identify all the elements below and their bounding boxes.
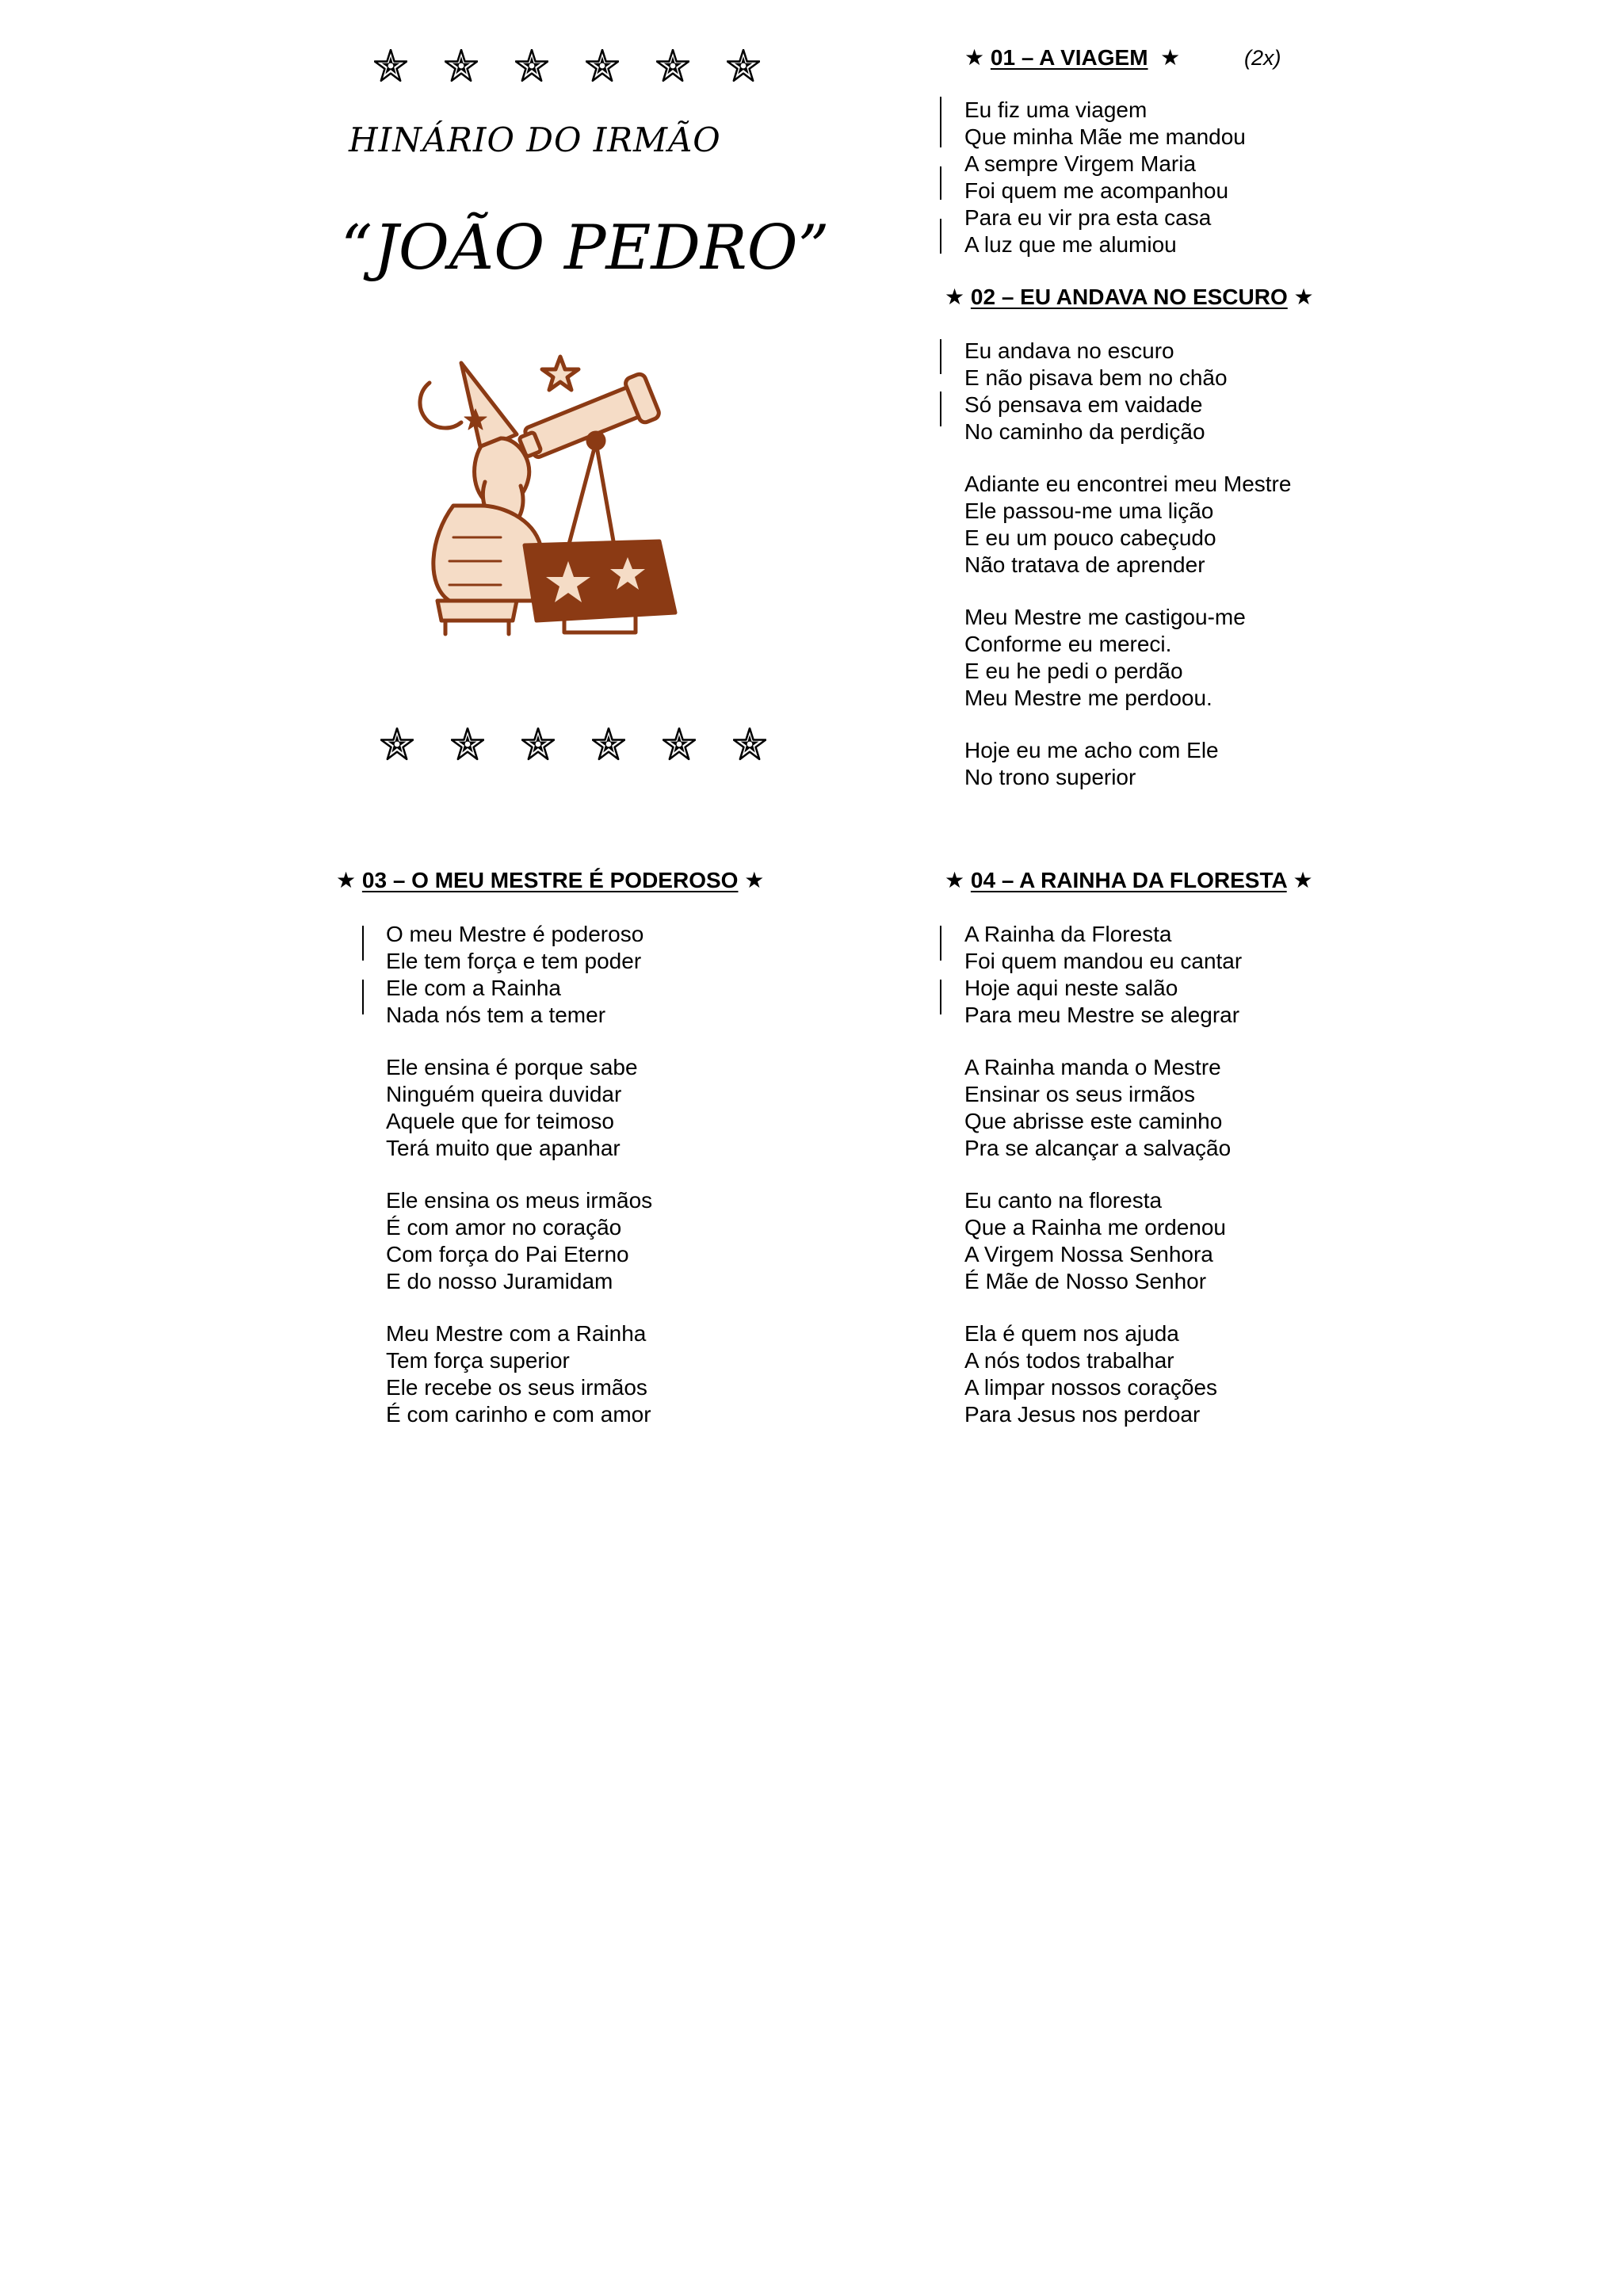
lyric-line: Não tratava de aprender [964,552,1205,577]
star-icon [656,49,689,82]
repeat-bar [940,392,941,426]
lyric-line: Nada nós tem a temer [386,1003,606,1027]
stanza [386,1320,652,1428]
stanza [964,604,1291,712]
hymn-04 [945,867,1313,893]
hymn-01-lyrics [964,97,1246,258]
lyric-line: Ele ensina os meus irmãos [386,1188,653,1213]
star-icon: ★ [964,45,985,70]
repeat-bar [362,980,364,1014]
star-icon: ★ [1160,45,1181,70]
repeat-bar [940,219,941,254]
lyric-line: Foi quem me acompanhou [964,178,1229,203]
lyric-line: No caminho da perdição [964,419,1205,444]
stanza [964,338,1291,445]
lyric-line: Para Jesus nos perdoar [964,1402,1201,1427]
lyric-line: Para eu vir pra esta casa [964,205,1212,230]
lyric-line: Ele ensina é porque sabe [386,1055,638,1079]
stanza [964,97,1246,258]
star-icon: ★ [1293,285,1314,309]
lyric-line: A Rainha da Floresta [964,922,1172,946]
lyric-line: A Rainha manda o Mestre [964,1055,1221,1079]
repeat-bar [940,926,941,961]
lyric-line: E do nosso Juramidam [386,1269,613,1293]
lyric-line: E eu he pedi o perdão [964,659,1183,683]
lyric-line: A Virgem Nossa Senhora [964,1242,1213,1266]
lyric-line: Tem força superior [386,1348,570,1373]
astronomer-wizard-telescope-icon [406,347,691,640]
lyric-line: A luz que me alumiou [964,232,1177,257]
top-star-row [374,49,760,82]
hymn-title: 01 – A VIAGEM [990,45,1148,70]
lyric-line: Hoje eu me acho com Ele [964,738,1219,762]
lyric-line: É Mãe de Nosso Senhor [964,1269,1207,1293]
lyric-line: É com amor no coração [386,1215,622,1240]
lyric-line: Que minha Mãe me mandou [964,124,1246,149]
hymnal-subtitle: HINÁRIO DO IRMÃO [349,120,721,159]
lyric-line: O meu Mestre é poderoso [386,922,644,946]
lyric-line: Ele tem força e tem poder [386,949,642,973]
star-icon [586,49,619,82]
stanza [964,1054,1242,1162]
lyric-line: E não pisava bem no chão [964,365,1228,390]
stanza [386,1054,652,1162]
star-icon [727,49,760,82]
star-icon [380,728,414,761]
hymn-02-lyrics [964,338,1291,791]
stanza [964,471,1291,579]
lyric-line: Foi quem mandou eu cantar [964,949,1243,973]
lyric-line: Aquele que for teimoso [386,1109,614,1133]
hymn-title: 02 – EU ANDAVA NO ESCURO [970,285,1288,309]
hymn-01 [964,44,1180,71]
star-icon: ★ [336,868,357,892]
hymn-02 [945,284,1314,310]
hymn-03-lyrics [386,921,652,1428]
hymn-header [964,44,1180,71]
lyric-line: Para meu Mestre se alegrar [964,1003,1240,1027]
repeat-bar [940,980,941,1014]
star-icon [521,728,555,761]
bottom-star-row [380,728,766,761]
hymn-title: 04 – A RAINHA DA FLORESTA [970,868,1287,892]
lyric-line: Hoje aqui neste salão [964,976,1178,1000]
lyric-line: Ela é quem nos ajuda [964,1321,1179,1346]
stanza [386,921,652,1029]
lyric-line: Ele recebe os seus irmãos [386,1375,647,1400]
lyric-line: Terá muito que apanhar [386,1136,621,1160]
lyric-line: Só pensava em vaidade [964,392,1203,417]
lyric-line: Adiante eu encontrei meu Mestre [964,472,1292,496]
lyric-line: E eu um pouco cabeçudo [964,525,1216,550]
lyric-line: Ensinar os seus irmãos [964,1082,1196,1106]
lyric-line: Meu Mestre me castigou-me [964,605,1246,629]
star-icon: ★ [945,285,965,309]
star-icon: ★ [1293,868,1313,892]
lyric-line: Pra se alcançar a salvação [964,1136,1232,1160]
lyric-line: A sempre Virgem Maria [964,151,1197,176]
repeat-bar [940,97,941,147]
star-icon [592,728,625,761]
hymn-header [336,867,764,893]
lyric-line: Conforme eu mereci. [964,632,1172,656]
lyric-line: No trono superior [964,765,1136,789]
lyric-line: Eu canto na floresta [964,1188,1163,1213]
stanza [386,1187,652,1295]
star-icon [445,49,478,82]
lyric-line: Com força do Pai Eterno [386,1242,629,1266]
lyric-line: Que abrisse este caminho [964,1109,1223,1133]
hymn-header [945,284,1314,310]
lyric-line: Que a Rainha me ordenou [964,1215,1226,1240]
lyric-line: A limpar nossos corações [964,1375,1218,1400]
lyric-line: Meu Mestre com a Rainha [386,1321,647,1346]
repeat-bar [940,339,941,374]
repeat-bar [940,166,941,200]
lyric-line: É com carinho e com amor [386,1402,651,1427]
stanza [964,1187,1242,1295]
star-icon: ★ [744,868,765,892]
star-icon [374,49,407,82]
hymnal-title: “JOÃO PEDRO” [341,212,830,284]
stanza [964,1320,1242,1428]
star-icon: ★ [945,868,965,892]
stanza [964,737,1291,791]
star-icon [663,728,696,761]
lyric-line: Ele passou-me uma lição [964,499,1214,523]
lyric-line: A nós todos trabalhar [964,1348,1174,1373]
star-icon [451,728,484,761]
lyric-line: Eu andava no escuro [964,338,1174,363]
star-icon [515,49,548,82]
hymn-04-lyrics [964,921,1242,1428]
repeat-note: (2x) [1244,46,1281,70]
lyric-line: Ele com a Rainha [386,976,562,1000]
lyric-line: Eu fiz uma viagem [964,97,1148,122]
star-icon [733,728,766,761]
hymn-header [945,867,1313,893]
lyric-line: Ninguém queira duvidar [386,1082,622,1106]
hymn-title: 03 – O MEU MESTRE É PODEROSO [361,868,739,892]
stanza [964,921,1242,1029]
lyric-line: Meu Mestre me perdoou. [964,686,1212,710]
hymn-03 [336,867,764,893]
repeat-bar [362,926,364,961]
